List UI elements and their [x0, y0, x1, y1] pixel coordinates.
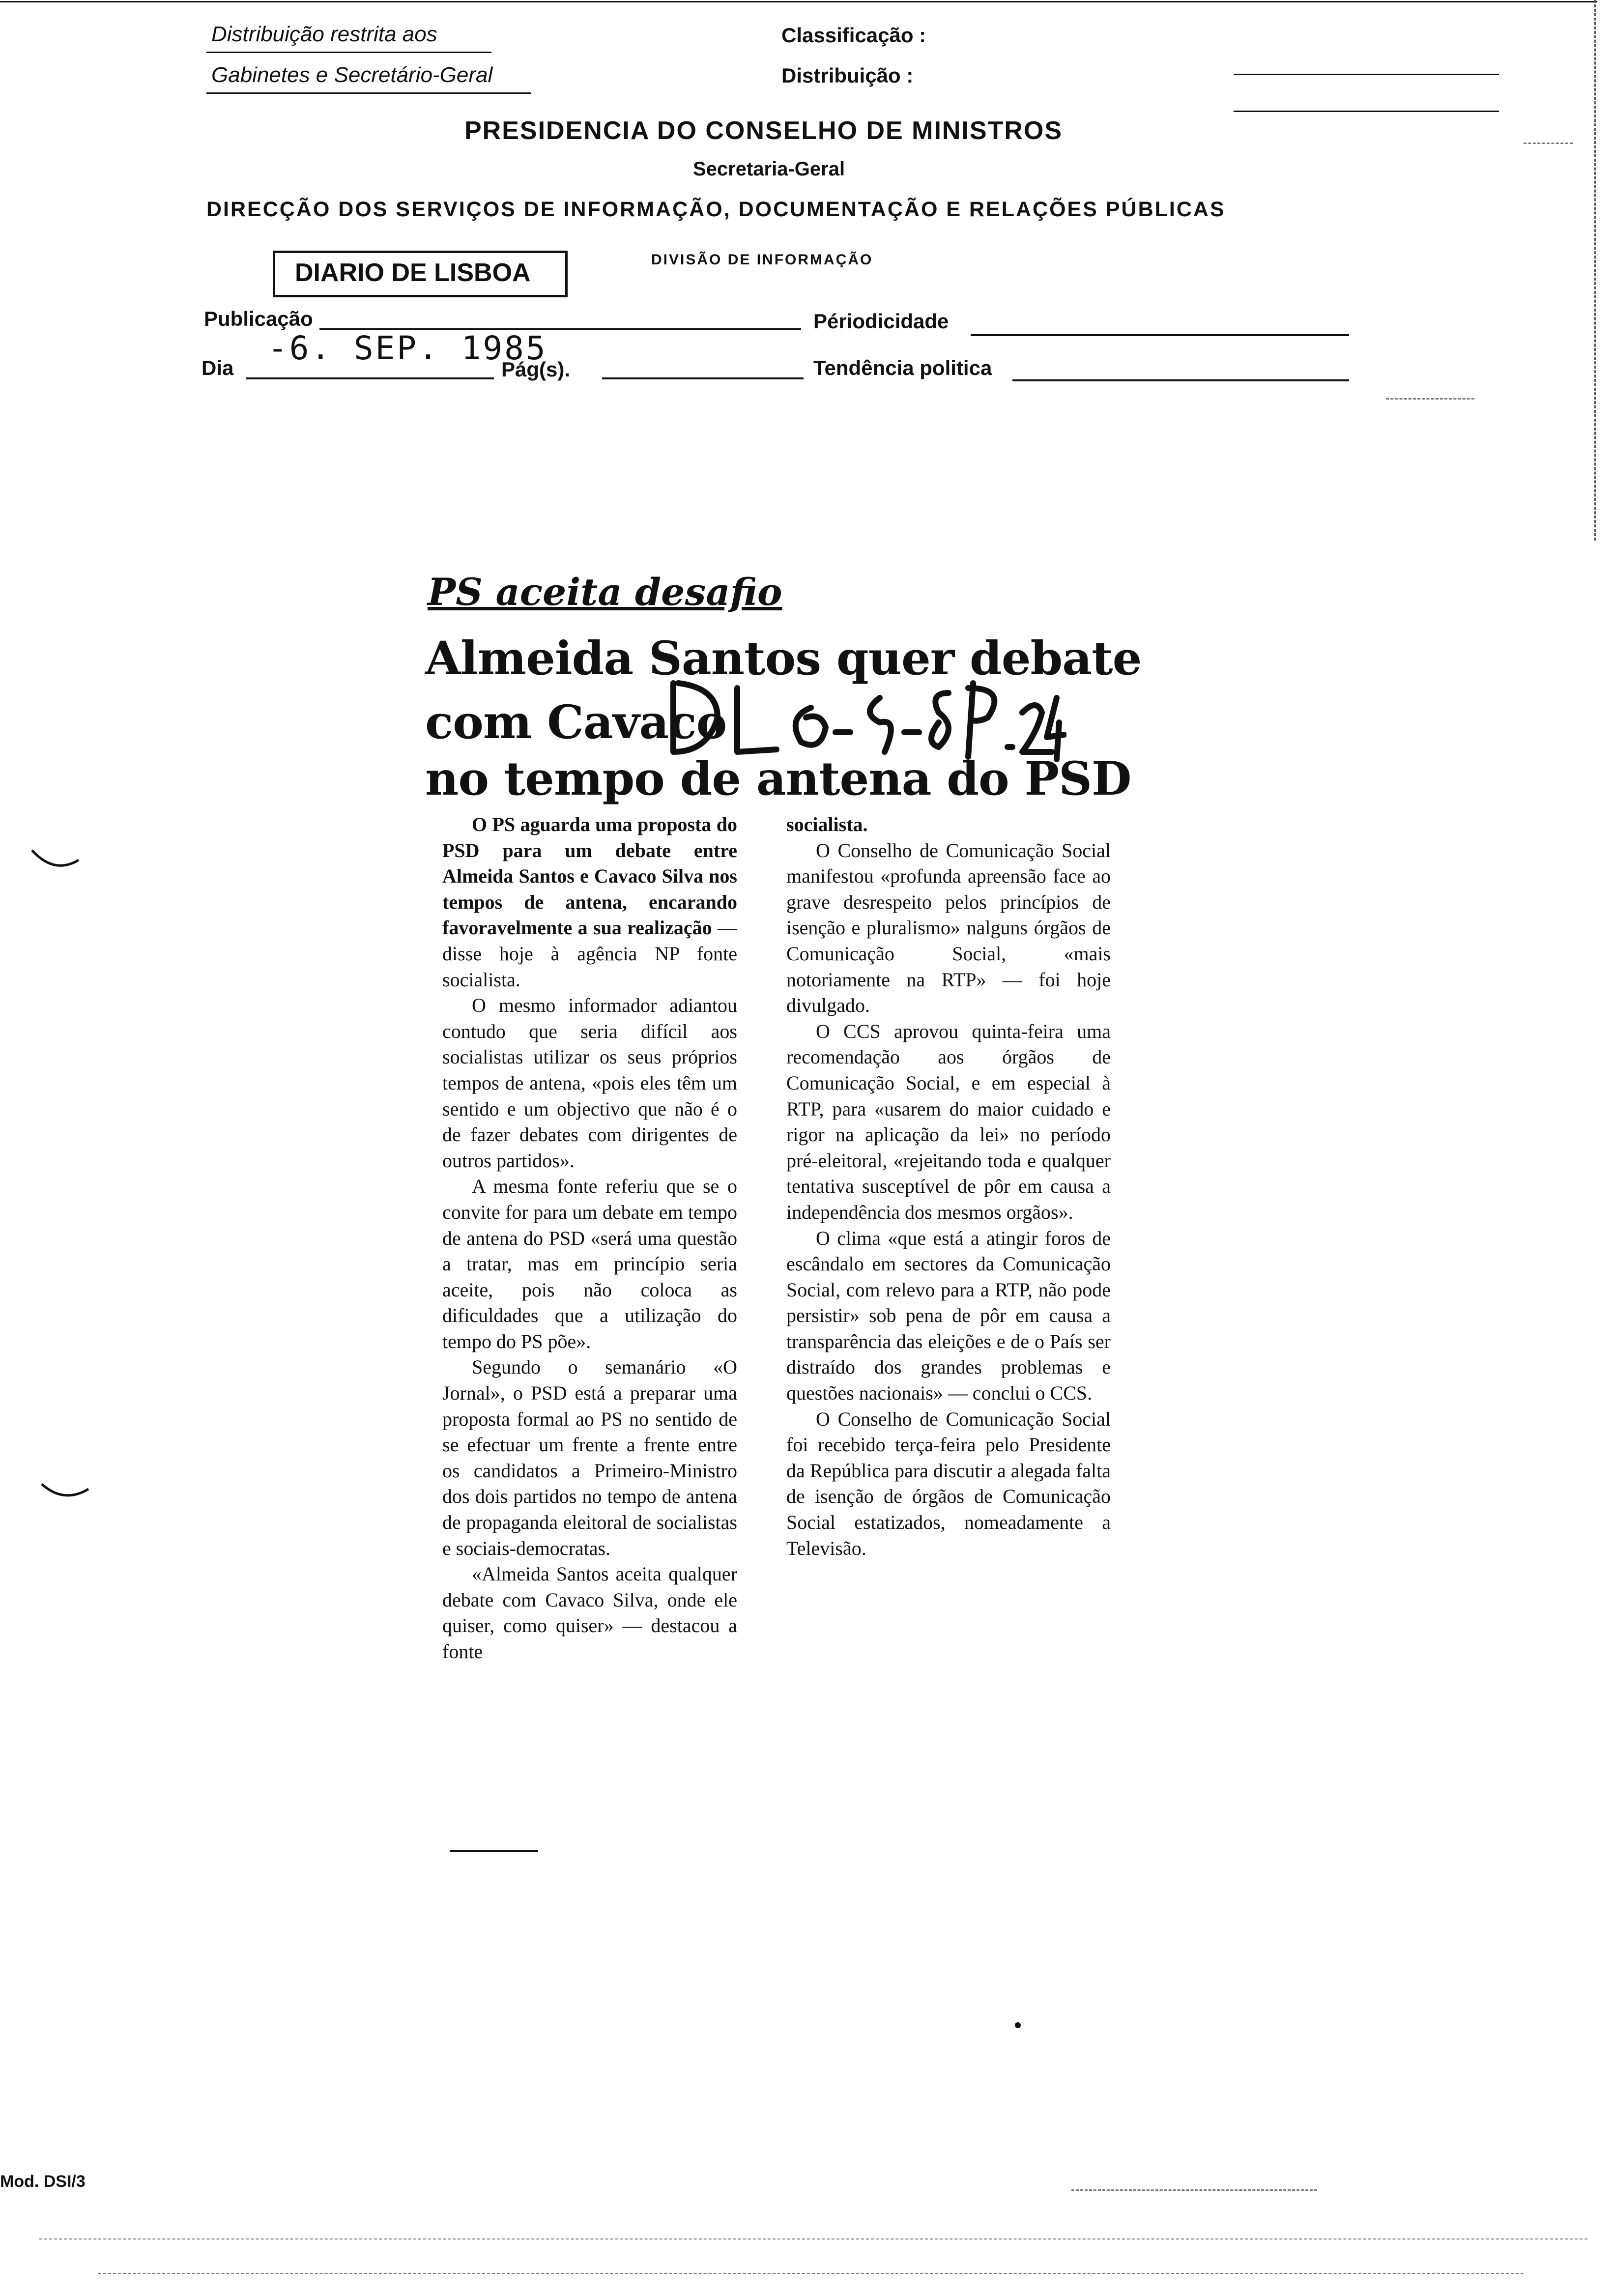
footer-dash-1 — [1071, 2189, 1317, 2191]
headline-line-3: no tempo de antena do PSD — [425, 752, 1131, 806]
tendency-label: Tendência politica — [813, 356, 992, 379]
day-field-line — [246, 377, 494, 379]
publication-label: Publicação — [204, 307, 313, 330]
margin-dash-1 — [1524, 143, 1573, 144]
pages-field-line — [602, 377, 804, 379]
binder-mark-top — [29, 845, 84, 875]
headline-line-1: Almeida Santos quer debate — [425, 631, 1142, 686]
article-column-1 — [442, 812, 737, 1665]
restriction-underline-2 — [206, 92, 531, 94]
col2-paragraph-1: O Conselho de Comunicação Social manifestou «profunda apreensão face ao grave desrespeito pelos princípios de isenção e pluralismo» nalguns órgãos de Comunicação Social, «mais notoriamente na RTP» — foi hoje divulgado. — [786, 839, 1111, 1017]
col2-carryover: socialista. — [786, 813, 868, 835]
col1-paragraph-3: A mesma fonte referiu que se o convite for para um debate em tempo de antena do PSD «será uma questão a tratar, mas em princípio seria aceite, pois não coloca as dificuldades que a utilização do tempo do PS põe». — [442, 1175, 737, 1352]
binder-mark-bottom — [39, 1479, 93, 1504]
distribution-label: Distribuição : — [781, 64, 914, 87]
tendency-field-line — [1012, 379, 1349, 381]
col2-paragraph-3: O clima «que está a atingir foros de escândalo em sectores da Comunicação Social, com relevo para a RTP, não pode persistir» sob pena de pôr em causa a transparência das eleições e de o País ser distraído dos grandes problemas e questões nacionais» — conclui o CCS. — [786, 1227, 1111, 1405]
col2-paragraph-2: O CCS aprovou quinta-feira uma recomendação aos órgãos de Comunicação Social, e em especial à RTP, para «usarem do maior cuidado e rigor na aplicação da lei» no período pré-eleitoral, «rejeitando toda e qualquer tentativa susceptível de pôr em causa a independência dos mesmos orgãos». — [786, 1020, 1111, 1223]
department-title: DIRECÇÃO DOS SERVIÇOS DE INFORMAÇÃO, DOCUMENTAÇÃO E RELAÇÕES PÚBLICAS — [206, 198, 1226, 221]
date-stamp: -6. SEP. 1985 — [268, 329, 547, 367]
article-end-rule — [450, 1850, 538, 1852]
org-subtitle: Secretaria-Geral — [693, 158, 845, 180]
periodicity-label: Périodicidade — [813, 310, 949, 333]
org-title: PRESIDENCIA DO CONSELHO DE MINISTROS — [464, 116, 1063, 145]
margin-dash-2 — [1386, 398, 1474, 400]
article-column-2 — [786, 812, 1111, 1561]
col1-lead-bold: O PS aguarda uma proposta do PSD para um debate entre Almeida Santos e Cavaco Silva nos tempos de antena, encarando favoravelmente a sua realização — [442, 813, 737, 939]
distribution-line-2 — [1234, 111, 1499, 112]
division-label: DIVISÃO DE INFORMAÇÃO — [651, 252, 873, 268]
handwritten-note-signature — [663, 654, 1066, 762]
restriction-underline-1 — [206, 52, 491, 53]
day-label: Dia — [202, 356, 234, 379]
form-code: Mod. DSI/3 — [0, 2172, 86, 2191]
pages-label: Pág(s). — [501, 358, 571, 381]
publication-stamp: DIARIO DE LISBOA — [273, 251, 568, 297]
restriction-line-1: Distribuição restrita aos — [211, 22, 437, 46]
col1-paragraph-2: O mesmo informador adiantou contudo que seria difícil aos socialistas utilizar os seus próprios tempos de antena, «pois eles têm um sentido e um objectivo que não é o de fazer debates com dirigentes de outros partidos». — [442, 994, 737, 1172]
right-edge-rule — [1594, 0, 1596, 541]
scan-speck — [1015, 2022, 1021, 2028]
periodicity-field-line — [971, 334, 1349, 336]
article-kicker: PS aceita desafio — [428, 570, 782, 614]
classification-label: Classificação : — [781, 24, 926, 47]
col2-paragraph-4: O Conselho de Comunicação Social foi recebido terça-feira pelo Presidente da República para discutir a alegada falta de isenção de órgãos de Comunicação Social estatizados, nomeadamente a Televisão. — [786, 1407, 1111, 1559]
top-border-line — [0, 1, 1597, 2]
footer-dash-3 — [98, 2273, 1524, 2274]
restriction-line-2: Gabinetes e Secretário-Geral — [211, 63, 493, 87]
col1-paragraph-4: Segundo o semanário «O Jornal», o PSD está a preparar uma proposta formal ao PS no sentido de se efectuar um frente a frente entre os candidatos a Primeiro-Ministro dos dois partidos no tempo de antena de propaganda eleitoral de socialistas e sociais-democratas. — [442, 1356, 737, 1559]
headline-line-2: com Cavaco — [425, 695, 727, 749]
col1-paragraph-5: «Almeida Santos aceita qualquer debate com Cavaco Silva, onde ele quiser, como quiser» — destacou a fonte — [442, 1563, 737, 1663]
distribution-line-1 — [1234, 74, 1499, 75]
col1-lead-rest: — disse hoje à agência NP fonte socialista. — [442, 917, 738, 991]
